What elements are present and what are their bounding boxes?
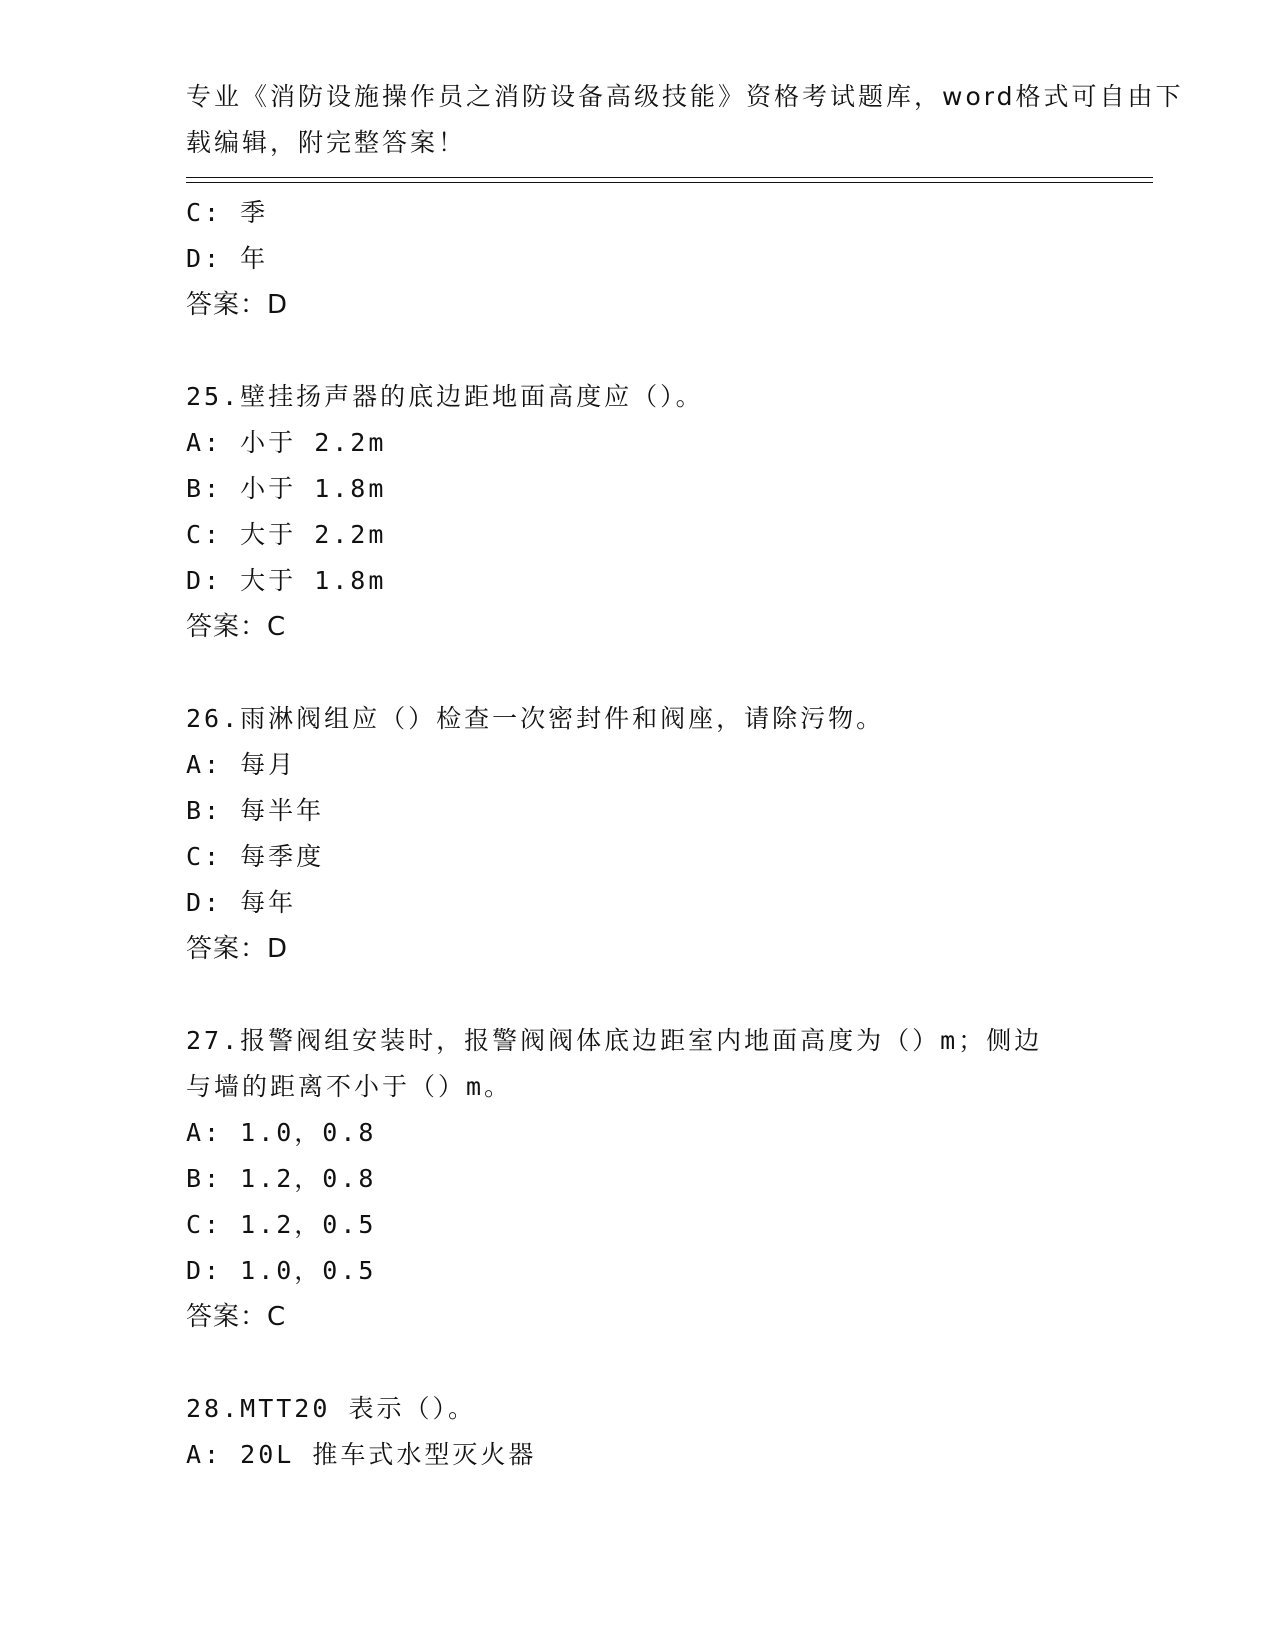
answer: 答案：C: [186, 1302, 287, 1332]
header-line-1: 专业《消防设施操作员之消防设备高级技能》资格考试题库，word格式可自由下: [186, 82, 1184, 111]
option-c: C: 1.2，0.5: [186, 1210, 377, 1239]
option-b: B: 1.2，0.8: [186, 1164, 377, 1193]
option-d: D: 1.0，0.5: [186, 1256, 377, 1285]
option-d: D: 每年: [186, 888, 297, 917]
option-b: B: 小于 1.8m: [186, 474, 387, 503]
option-a: A: 20L 推车式水型灭火器: [186, 1440, 537, 1469]
question-title: 28.MTT20 表示（）。: [186, 1394, 476, 1423]
spacer: [186, 972, 1106, 1018]
question-26: [186, 696, 1106, 972]
header-rule-top: [186, 177, 1153, 178]
option-b: B: 每半年: [186, 796, 325, 825]
spacer: [186, 1340, 1106, 1386]
answer: 答案：D: [186, 934, 289, 964]
question-title: 26.雨淋阀组应（）检查一次密封件和阀座，请除污物。: [186, 704, 885, 733]
question-28: [186, 1386, 1106, 1478]
option-c: C: 每季度: [186, 842, 325, 871]
answer: 答案：D: [186, 290, 289, 320]
header-line-2: 载编辑，附完整答案！: [186, 128, 467, 157]
question-27: [186, 1018, 1106, 1340]
header-rule-bottom: [186, 182, 1153, 183]
question-title-line-2: 与墙的距离不小于（）m。: [186, 1072, 513, 1101]
answer: 答案：C: [186, 612, 287, 642]
spacer: [186, 328, 1106, 374]
option-a: A: 1.0，0.8: [186, 1118, 377, 1147]
option-c: C: 季: [186, 198, 269, 227]
option-a: A: 每月: [186, 750, 297, 779]
option-d: D: 大于 1.8m: [186, 566, 387, 595]
question-title-line-1: 27.报警阀组安装时，报警阀阀体底边距室内地面高度为（）m；侧边: [186, 1026, 1043, 1055]
option-d: D: 年: [186, 244, 269, 273]
question-24-tail: [186, 190, 1106, 328]
question-list: [186, 190, 1106, 1478]
question-title: 25.壁挂扬声器的底边距地面高度应（）。: [186, 382, 704, 411]
spacer: [186, 650, 1106, 696]
option-a: A: 小于 2.2m: [186, 428, 387, 457]
page-header: [186, 74, 1184, 166]
question-25: [186, 374, 1106, 650]
option-c: C: 大于 2.2m: [186, 520, 387, 549]
